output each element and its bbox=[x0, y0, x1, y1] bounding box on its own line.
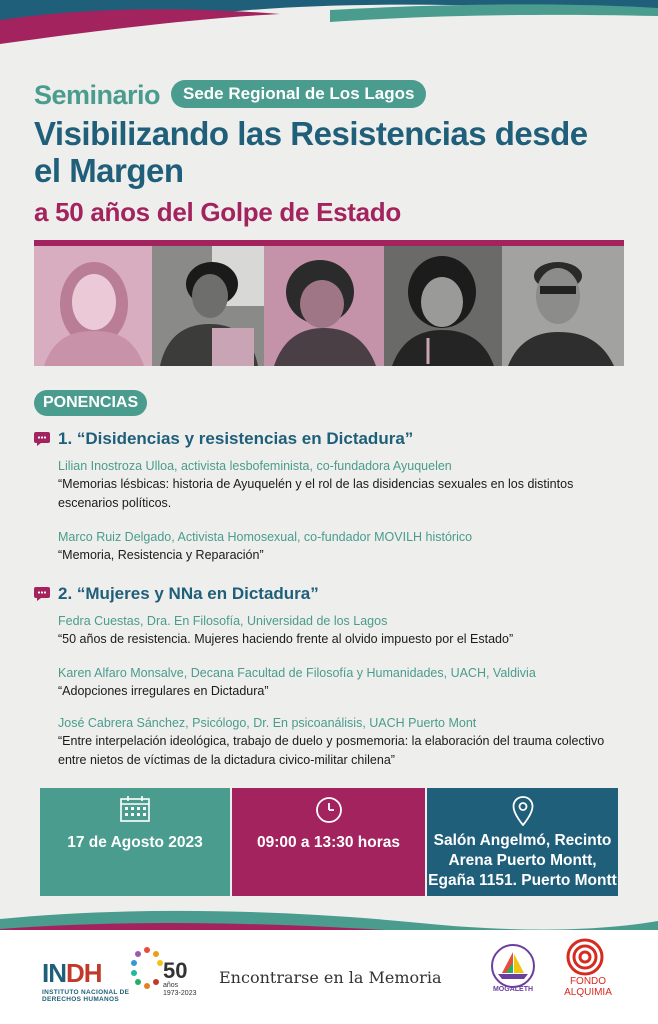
speaker-photo-5 bbox=[502, 246, 624, 366]
location-box bbox=[427, 788, 618, 896]
fifty-years-number: 50 bbox=[163, 958, 188, 983]
fondo-alquimia-label bbox=[555, 976, 621, 998]
talk-entry bbox=[58, 665, 628, 701]
section-1-heading bbox=[34, 429, 413, 449]
indh-subtitle-2: DERECHOS HUMANOS bbox=[42, 996, 120, 1003]
tagline: Encontrarse en la Memoria bbox=[219, 968, 442, 987]
location-line-1: Salón Angelmó, Recinto bbox=[433, 832, 612, 849]
event-time: 09:00 a 13:30 horas bbox=[256, 834, 401, 851]
section-2-title: 2. “Mujeres y NNa en Dictadura” bbox=[58, 584, 319, 603]
talk-entry bbox=[58, 458, 628, 513]
section-2-heading bbox=[34, 584, 319, 604]
sponsor-footer bbox=[0, 930, 658, 1024]
mogaleth-label: MOGALETH bbox=[492, 986, 534, 993]
location-pin-icon bbox=[512, 796, 534, 826]
fondo-alquimia-line-2: ALQUIMIA bbox=[564, 987, 612, 998]
talk-title: “Adopciones irregulares en Dictadura” bbox=[58, 684, 269, 698]
calendar-icon bbox=[120, 796, 150, 822]
seminar-label: Seminario bbox=[34, 80, 161, 110]
speaker-name: José Cabrera Sánchez, Psicólogo, Dr. En psicoanálisis, UACH Puerto Mont bbox=[58, 716, 477, 730]
speaker-photo-3 bbox=[264, 246, 384, 366]
speaker-photo-4 bbox=[384, 246, 502, 366]
speaker-name: Lilian Inostroza Ulloa, activista lesbofeminista, co-fundadora Ayuquelen bbox=[58, 459, 452, 473]
event-location bbox=[427, 831, 618, 891]
speaker-name: Fedra Cuestas, Dra. En Filosofía, Universidad de los Lagos bbox=[58, 614, 388, 628]
location-line-2: Arena Puerto Montt, bbox=[448, 852, 597, 869]
speaker-photo-1 bbox=[34, 246, 152, 366]
mogaleth-logo bbox=[484, 944, 542, 988]
talk-title: “Entre interpelación ideológica, trabajo de duelo y posmemoria: la elaboración del trauma colectivo entre nietos de víctimas de la dictadura civico-militar chilena” bbox=[58, 734, 605, 767]
talk-entry bbox=[58, 529, 628, 565]
event-title: Visibilizando las Resistencias desde el Margen bbox=[34, 115, 588, 189]
ponencias-label: PONENCIAS bbox=[34, 390, 147, 416]
event-info-row bbox=[40, 788, 618, 896]
talk-title: “Memorias lésbicas: historia de Ayuquelén y el rol de las disidencias sexuales en los distintos escenarios políticos. bbox=[58, 477, 574, 510]
fifty-years-range: 1973-2023 bbox=[163, 990, 197, 997]
fondo-alquimia-line-1: FONDO bbox=[569, 976, 607, 987]
talk-entry bbox=[58, 715, 628, 770]
fondo-alquimia-logo bbox=[565, 938, 605, 976]
location-line-3: Egaña 1151. Puerto Montt bbox=[428, 872, 617, 889]
fifty-years-caption bbox=[163, 982, 196, 998]
event-date: 17 de Agosto 2023 bbox=[67, 834, 203, 851]
chat-bubble-icon bbox=[34, 432, 50, 446]
talk-title: “Memoria, Resistencia y Reparación” bbox=[58, 548, 264, 562]
event-subtitle: a 50 años del Golpe de Estado bbox=[34, 197, 401, 227]
talk-entry bbox=[58, 613, 628, 649]
date-box bbox=[40, 788, 230, 896]
speaker-name: Marco Ruiz Delgado, Activista Homosexual, co-fundador MOVILH histórico bbox=[58, 530, 473, 544]
top-wave-decoration bbox=[0, 0, 658, 60]
fifty-years-label: años bbox=[163, 982, 179, 989]
speaker-name: Karen Alfaro Monsalve, Decana Facultad de Filosofía y Humanidades, UACH, Valdivia bbox=[58, 666, 536, 680]
chat-bubble-icon bbox=[34, 587, 50, 601]
speaker-photo-strip bbox=[34, 246, 624, 366]
fifty-years-dots-icon bbox=[130, 946, 164, 998]
section-1-title: 1. “Disidencias y resistencias en Dictadura” bbox=[58, 429, 414, 448]
regional-badge: Sede Regional de Los Lagos bbox=[171, 80, 426, 108]
indh-wordmark: INDH bbox=[42, 958, 102, 988]
indh-logo bbox=[42, 958, 129, 1003]
talk-title: “50 años de resistencia. Mujeres haciendo frente al olvido impuesto por el Estado” bbox=[58, 632, 514, 646]
clock-icon bbox=[315, 796, 343, 824]
speaker-photo-2 bbox=[152, 246, 264, 366]
time-box bbox=[232, 788, 425, 896]
indh-subtitle-1: INSTITUTO NACIONAL DE bbox=[42, 989, 130, 996]
